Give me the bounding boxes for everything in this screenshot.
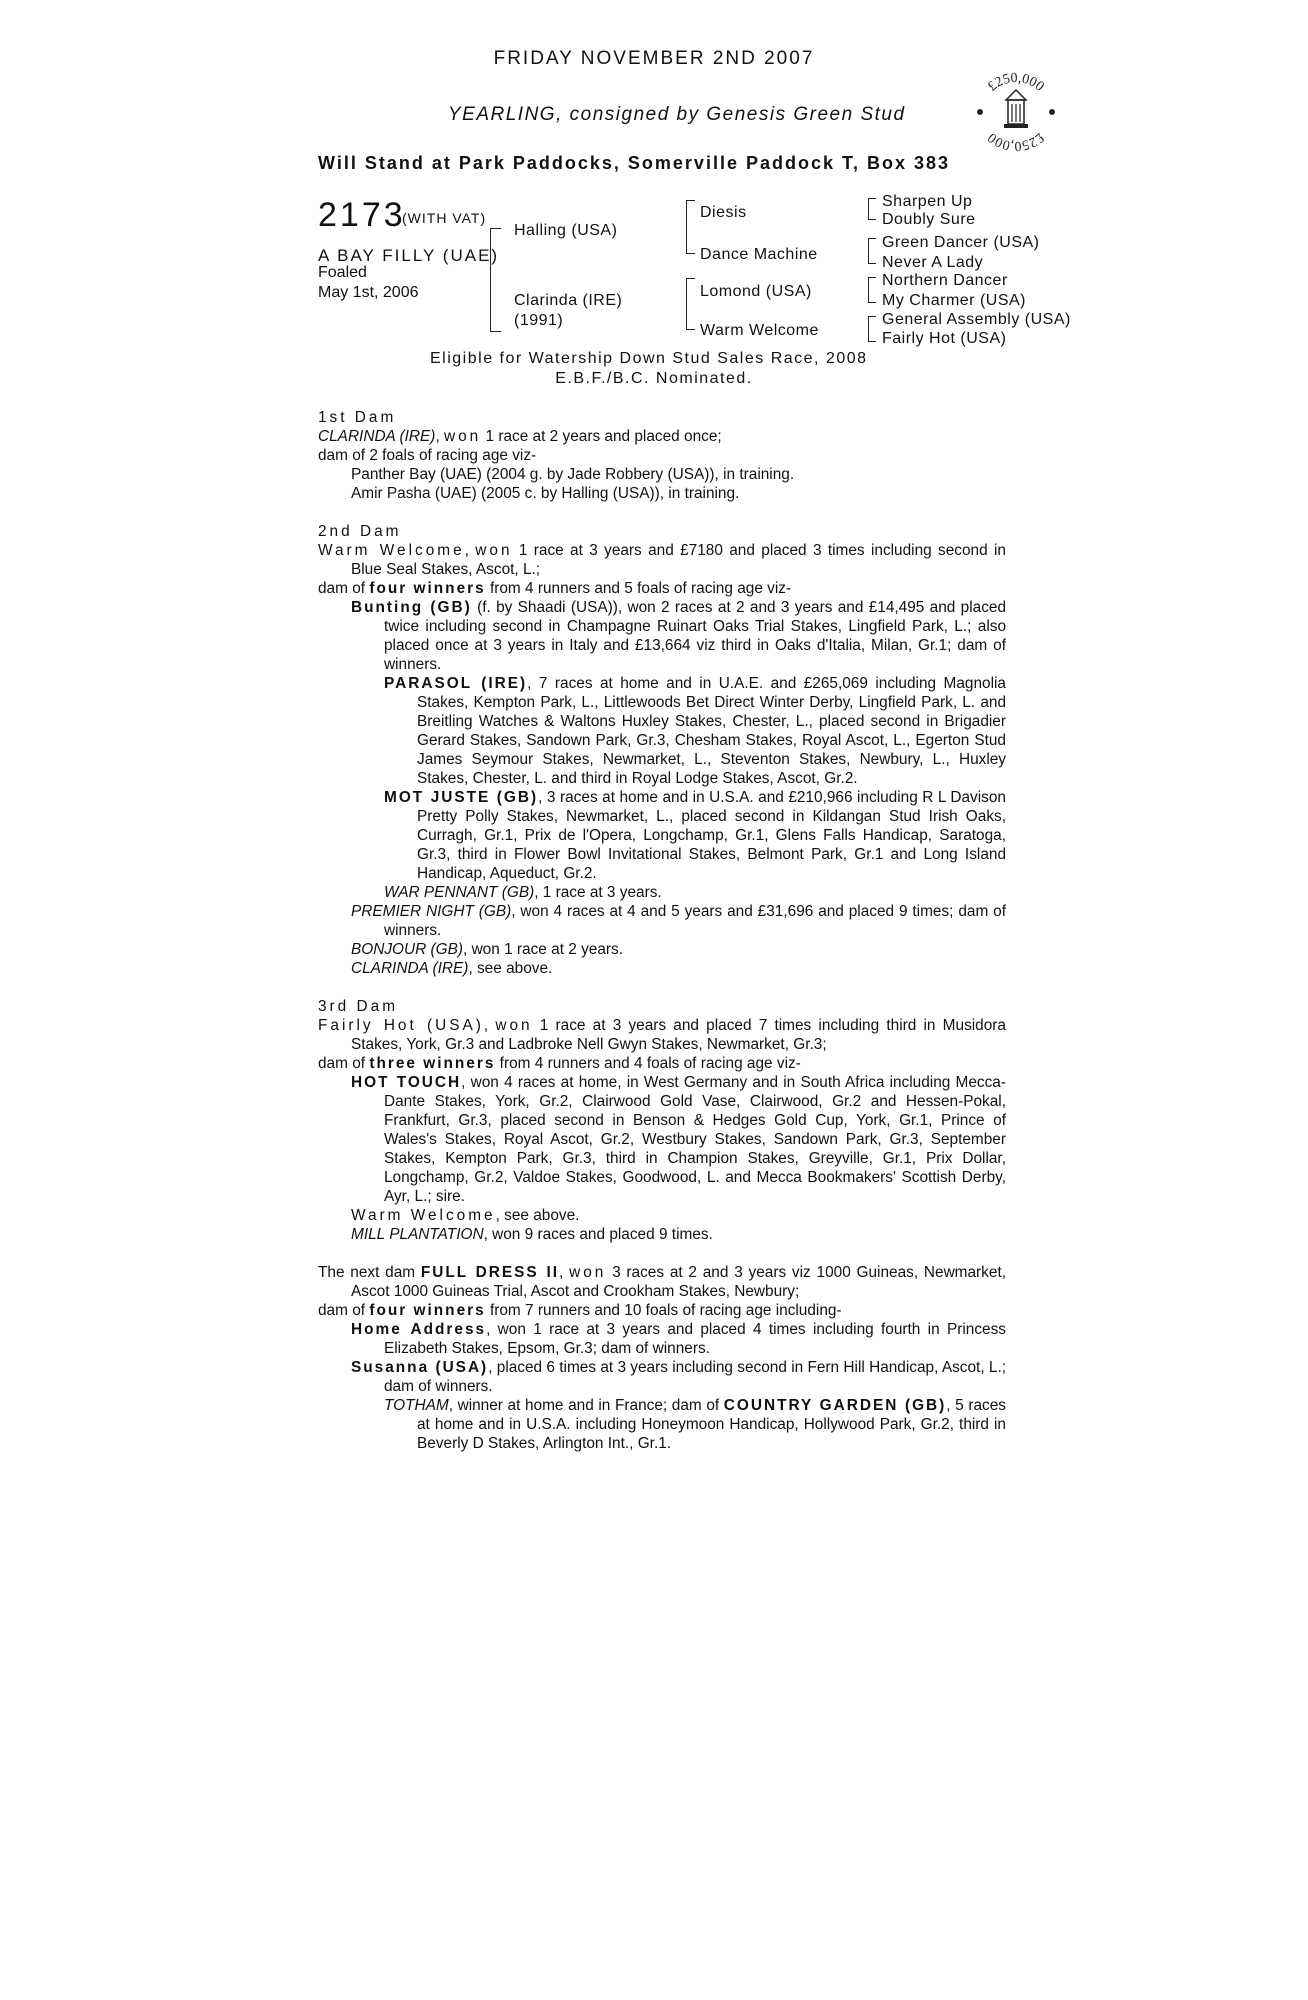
next-dam-record: The next dam FULL DRESS II, won 3 races at 2 and 3 years viz 1000 Guineas, Newmarket, Ascot 1000 Guineas Trial, Ascot and Crookham Stakes, Newbury; [318, 1264, 1006, 1300]
pedigree-brace-g3-3 [868, 277, 876, 303]
first-dam-dam-of: dam of 2 foals of racing age viz- [318, 447, 537, 464]
pedigree-brace-main [490, 228, 501, 332]
svg-text:£250,000 [985, 129, 1046, 153]
foaled-label: Foaled [318, 264, 367, 281]
lot-description: A BAY FILLY (UAE) [318, 246, 500, 265]
produce-bunting: Bunting (GB) (f. by Shaadi (USA)), won 2 races at 2 and 3 years and £14,495 and placed twice including second in Champagne Ruinart Oaks Trial Stakes, Lingfield Park, L.; also placed once at 3 years in Italy and £13,664 viz third in Oaks d'Italia, Milan, Gr.1; dam of winners. [351, 599, 1007, 673]
svg-text:£250,000 [985, 71, 1046, 95]
next-dam-section [318, 1263, 1006, 1453]
produce-susanna: Susanna (USA), placed 6 times at 3 years including second in Fern Hill Handicap, Ascot, L.; dam of winners. [351, 1359, 1006, 1395]
foaled-date: May 1st, 2006 [318, 284, 419, 301]
pedigree-dam-dam: Warm Welcome [700, 322, 819, 339]
sales-race-eligibility: Eligible for Watership Down Stud Sales Race, 2008 [430, 350, 868, 367]
first-dam-section [318, 408, 1006, 503]
lot-number: 2173 [318, 196, 406, 234]
pedigree-g3-1: Sharpen Up [882, 193, 973, 210]
pedigree-g3-2: Doubly Sure [882, 211, 976, 228]
pedigree-g3-5: Northern Dancer [882, 272, 1008, 289]
produce-mill-plantation: MILL PLANTATION, won 9 races and placed 9 times. [351, 1226, 713, 1243]
produce-totham: TOTHAM, winner at home and in France; dam of COUNTRY GARDEN (GB), 5 races at home and in U.S.A. including Honeymoon Handicap, Hollywood Park, Gr.2, third in Beverly D Stakes, Arlington Int., Gr.1. [384, 1397, 1006, 1452]
next-dam-dam-of: dam of four winners from 7 runners and 10 foals of racing age including- [318, 1302, 842, 1319]
produce-war-pennant: WAR PENNANT (GB), 1 race at 3 years. [384, 884, 662, 901]
third-dam-dam-of: dam of three winners from 4 runners and 4 foals of racing age viz- [318, 1055, 801, 1072]
pedigree-sire-sire: Diesis [700, 204, 747, 221]
pedigree-brace-g3-2 [868, 238, 876, 264]
pedigree-sire: Halling (USA) [514, 222, 618, 239]
produce-mot-juste: MOT JUSTE (GB), 3 races at home and in U.S.A. and £210,966 including R L Davison Pretty Polly Stakes, Newmarket, L., placed second in Kildangan Stud Irish Oaks, Curragh, Gr.1, Prix de l'Opera, Longchamp, Gr.1, Glens Falls Handicap, Saratoga, Gr.3, third in Flower Bowl Invitational Stakes, Belmont Park, Gr.1 and Long Island Handicap, Aqueduct, Gr.2. [384, 789, 1006, 882]
stamp-price-bottom: £250,000 [985, 129, 1047, 154]
first-dam-heading: 1st Dam [318, 409, 397, 426]
first-dam-name: CLARINDA (IRE) [318, 428, 436, 445]
pedigree-g3-3: Green Dancer (USA) [882, 234, 1040, 251]
produce-home-address: Home Address, won 1 race at 3 years and placed 4 times including fourth in Princess Elizabeth Stakes, Epsom, Gr.3; dam of winners. [351, 1321, 1006, 1357]
pedigree-g3-4: Never A Lady [882, 254, 984, 271]
pedigree-dam-year: (1991) [514, 312, 564, 329]
third-dam-name: Fairly Hot (USA) [318, 1017, 484, 1034]
third-dam-heading: 3rd Dam [318, 998, 399, 1015]
ebf-nomination: E.B.F./B.C. Nominated. [555, 370, 753, 387]
second-dam-heading: 2nd Dam [318, 523, 402, 540]
offspring-amir-pasha: Amir Pasha (UAE) (2005 c. by Halling (USA)), in training. [351, 485, 740, 502]
auction-house-seal-icon [970, 66, 1062, 158]
pedigree-g3-8: Fairly Hot (USA) [882, 330, 1007, 347]
offspring-panther-bay: Panther Bay (UAE) (2004 g. by Jade Robbery (USA)), in training. [351, 466, 795, 483]
second-dam-section [318, 522, 1006, 978]
sale-date: FRIDAY NOVEMBER 2ND 2007 [493, 48, 815, 69]
next-dam-name: FULL DRESS II [420, 1264, 560, 1281]
pedigree-sire-dam: Dance Machine [700, 246, 818, 263]
pedigree-dam-sire: Lomond (USA) [700, 283, 812, 300]
pedigree-dam: Clarinda (IRE) [514, 292, 623, 309]
produce-parasol: PARASOL (IRE), 7 races at home and in U.A.E. and £265,069 including Magnolia Stakes, Kempton Park, L., Littlewoods Bet Direct Winter Derby, Lingfield Park, L. and Breitling Watches & Waltons Huxley Stakes, Chester, L., placed second in Brigadier Gerard Stakes, Sandown Park, Gr.3, Chesham Stakes, Royal Ascot, L., Egerton Stud James Seymour Stakes, Newmarket, L., Steventon Stakes, Newbury, L., Huxley Stakes, Chester, L. and third in Royal Lodge Stakes, Ascot, Gr.2. [384, 675, 1006, 787]
produce-premier-night: PREMIER NIGHT (GB), won 4 races at 4 and 5 years and £31,696 and placed 9 times; dam of winners. [351, 903, 1006, 939]
second-dam-name: Warm Welcome [318, 542, 465, 559]
produce-hot-touch: HOT TOUCH, won 4 races at home, in West Germany and in South Africa including Mecca-Dante Stakes, York, Gr.2, Clairwood Gold Vase, Clairwood, Gr.2 and Hessen-Pokal, Frankfurt, Gr.3, placed second in Benson & Hedges Gold Cup, York, Gr.1, Prince of Wales's Stakes, Royal Ascot, Gr.2, Westbury Stakes, Sandown Park, Gr.3, September Stakes, Kempton Park, Gr.3, third in Champion Stakes, Greyville, Gr.1, Prix Dollar, Longchamp, Gr.2, Valdoe Stakes, Goodwood, L. and Mecca Bookmakers' Scottish Derby, Ayr, L.; sire. [351, 1074, 1006, 1205]
second-dam-dam-of: dam of four winners from 4 runners and 5 foals of racing age viz- [318, 580, 792, 597]
first-dam-record: CLARINDA (IRE), won 1 race at 2 years and placed once; [318, 428, 722, 445]
third-dam-record: Fairly Hot (USA), won 1 race at 3 years and placed 7 times including third in Musidora Stakes, York, Gr.3 and Ladbroke Nell Gwyn Stakes, Newmarket, Gr.3; [318, 1017, 1006, 1053]
vat-note: (WITH VAT) [402, 210, 487, 226]
third-dam-section [318, 997, 1006, 1244]
produce-clarinda: CLARINDA (IRE), see above. [351, 960, 553, 977]
pedigree-g3-6: My Charmer (USA) [882, 292, 1027, 309]
produce-warm-welcome: Warm Welcome, see above. [351, 1207, 580, 1224]
stand-location: Will Stand at Park Paddocks, Somerville Paddock T, Box 383 [318, 153, 951, 173]
pedigree-g3-7: General Assembly (USA) [882, 311, 1071, 328]
pedigree-brace-sire [686, 200, 695, 254]
pedigree-brace-dam [686, 278, 695, 330]
stamp-price-top: £250,000 [985, 70, 1047, 95]
second-dam-record: Warm Welcome, won 1 race at 3 years and £7180 and placed 3 times including second in Blue Seal Stakes, Ascot, L.; [318, 542, 1006, 578]
first-dam-won: won [444, 428, 482, 445]
pedigree-brace-g3-1 [868, 198, 876, 220]
pedigree-brace-g3-4 [868, 316, 876, 342]
produce-bonjour: BONJOUR (GB), won 1 race at 2 years. [351, 941, 623, 958]
catalogue-body [318, 408, 1006, 1472]
consignment-line: YEARLING, consigned by Genesis Green Stud [448, 104, 906, 125]
